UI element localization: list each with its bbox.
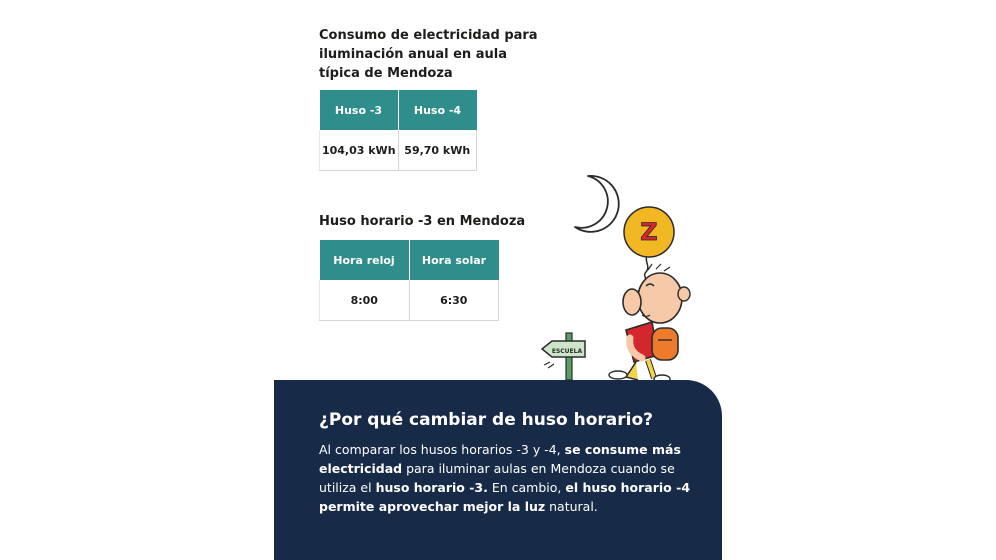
table-cell: 8:00 — [320, 280, 410, 321]
table-header-cell: Huso -4 — [398, 90, 477, 130]
time-zone-table — [319, 240, 499, 321]
info-title: ¿Por qué cambiar de huso horario? — [319, 410, 653, 430]
school-sign-text: ESCUELA — [551, 348, 583, 355]
info-text — [319, 440, 699, 516]
info-text-bold: el huso horario -4 permite aprovechar mejor la luz — [319, 480, 691, 514]
electricity-consumption-table — [319, 90, 477, 171]
sleepy-child-icon — [609, 264, 690, 383]
info-text-part: En cambio, — [487, 480, 566, 495]
info-text-bold: huso horario -3. — [375, 480, 488, 495]
info-text-part: para iluminar aulas en Mendoza cuando se utiliza el — [319, 461, 675, 495]
table-header-cell: Hora reloj — [320, 240, 410, 280]
info-panel — [274, 380, 722, 560]
school-sign-icon — [542, 333, 585, 380]
moon-icon — [575, 176, 619, 232]
table-row — [320, 280, 499, 321]
table1-title: Consumo de electricidad para iluminación anual en aula típica de Mendoza — [319, 28, 538, 81]
table-cell: 6:30 — [409, 280, 499, 321]
info-text-part: natural. — [545, 499, 598, 514]
table2-title: Huso horario -3 en Mendoza — [319, 214, 526, 229]
table-cell: 59,70 kWh — [398, 130, 477, 171]
info-text-part: Al comparar los husos horarios -3 y -4, — [319, 442, 565, 457]
table-cell: 104,03 kWh — [320, 130, 399, 171]
balloon-letter: Z — [640, 218, 658, 246]
table-header-row — [320, 240, 499, 280]
table-row — [320, 130, 477, 171]
info-text-bold: se consume más electricidad — [319, 442, 681, 476]
sleep-balloon-icon — [624, 207, 674, 282]
table-header-row — [320, 90, 477, 130]
sleepy-child-illustration — [530, 170, 730, 385]
table-header-cell: Huso -3 — [320, 90, 399, 130]
table-header-cell: Hora solar — [409, 240, 499, 280]
